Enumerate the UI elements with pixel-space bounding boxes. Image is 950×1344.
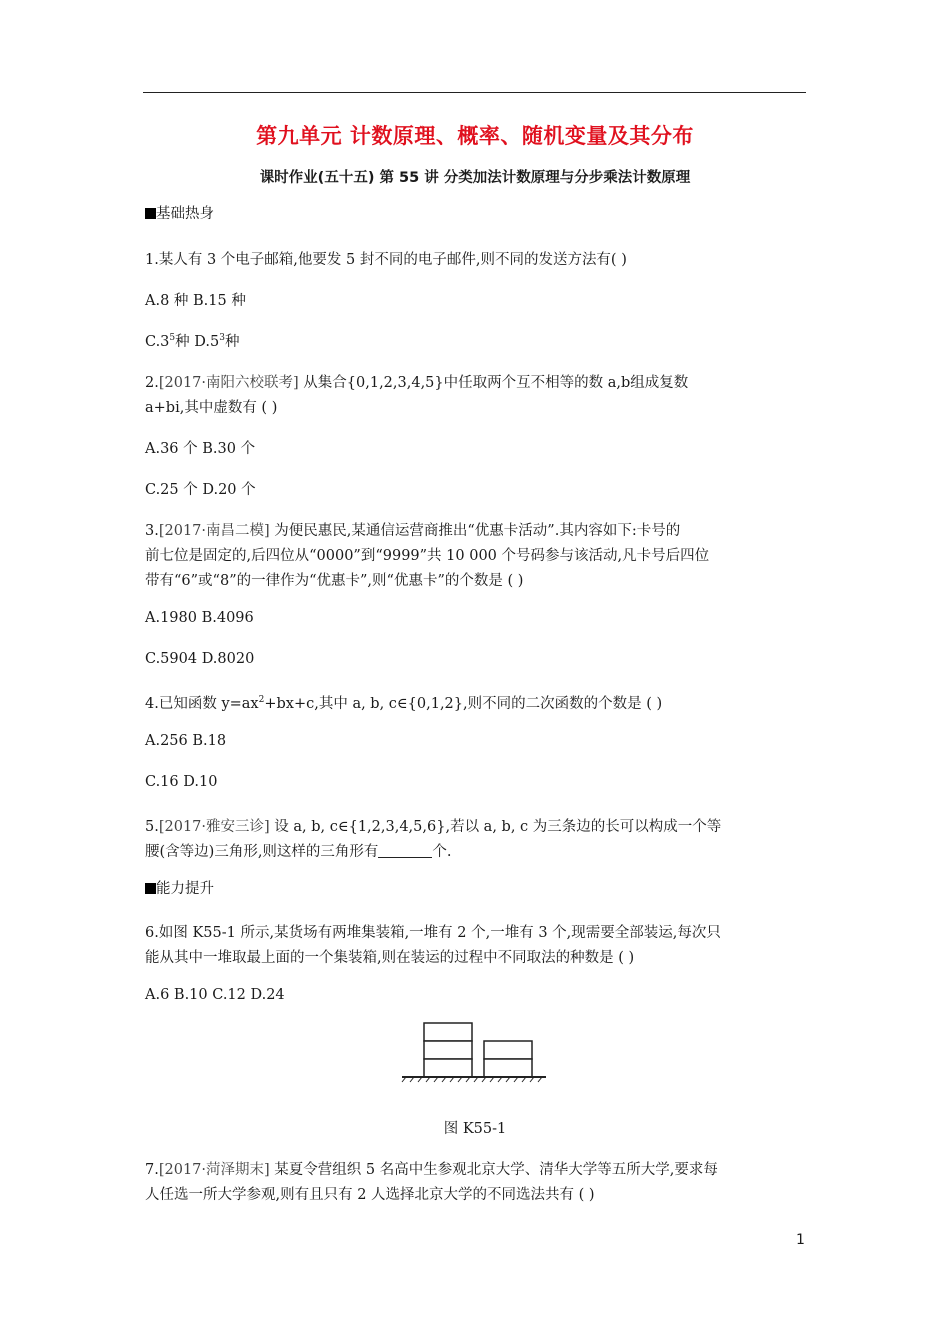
container-box (424, 1059, 472, 1077)
q5-stem-line2 (145, 840, 452, 861)
q3-source: [2017·南昌二模] (158, 523, 270, 539)
q6-options: A.6 B.10 C.12 D.24 (145, 987, 285, 1003)
square-bullet-icon (145, 883, 156, 894)
q5-stem-line1 (145, 815, 721, 836)
container-stacks-figure (400, 1018, 550, 1084)
container-box (424, 1023, 472, 1041)
section-advanced (145, 877, 214, 898)
q3-stem1: 为便民惠民,某通信运营商推出“优惠卡活动”.其内容如下:卡号的 (269, 523, 681, 539)
q2-options-cd: C.25 个 D.20 个 (145, 482, 256, 498)
container-box (484, 1041, 532, 1059)
q7-number: 7. (145, 1162, 159, 1178)
q4-stem (145, 692, 662, 713)
container-box (484, 1059, 532, 1077)
q4-options-ab: A.256 B.18 (145, 733, 227, 749)
q2-source: [2017·南阳六校联考] (158, 375, 299, 391)
q3-number: 3. (145, 523, 159, 539)
container-box (424, 1041, 472, 1059)
q1-opt-d-exp: 3 (219, 333, 225, 343)
q7-stem-line2: 人任选一所大学参观,则有且只有 2 人选择北京大学的不同选法共有 ( ) (145, 1187, 595, 1203)
q6-stem-line1: 6.如图 K55-1 所示,某货场有两堆集装箱,一堆有 2 个,一堆有 3 个,现需要全部装运,每次只 (145, 925, 721, 941)
q5-stem1: 设 a, b, c∈{1,2,3,4,5,6},若以 a, b, c 为三条边的长可以构成一个等 (269, 819, 722, 835)
q7-source: [2017·菏泽期末] (158, 1162, 270, 1178)
q3-options-cd: C.5904 D.8020 (145, 651, 255, 667)
q3-stem-line1 (145, 519, 680, 540)
q1-options-ab: A.8 种 B.15 种 (145, 293, 246, 309)
square-bullet-icon (145, 208, 156, 219)
q5-number: 5. (145, 819, 159, 835)
q2-stem-line2: a+bi,其中虚数有 ( ) (145, 400, 278, 416)
q1-stem: 1.某人有 3 个电子邮箱,他要发 5 封不同的电子邮件,则不同的发送方法有( ) (145, 252, 627, 268)
q1-opt-c-pre: C.3 (145, 334, 170, 350)
q2-number: 2. (145, 375, 159, 391)
q2-options-ab: A.36 个 B.30 个 (145, 441, 256, 457)
q3-stem-line2: 前七位是固定的,后四位从“0000”到“9999”共 10 000 个号码参与该活动,凡卡号后四位 (145, 548, 710, 564)
q5-stem2-post: 个. (432, 844, 452, 860)
section-advanced-label: 能力提升 (156, 881, 214, 897)
q7-stem1: 某夏令营组织 5 名高中生参观北京大学、清华大学等五所大学,要求每 (269, 1162, 718, 1178)
q1-options-cd (145, 330, 239, 351)
q4-stem-post: +bx+c,其中 a, b, c∈{0,1,2},则不同的二次函数的个数是 ( ) (264, 696, 663, 712)
q4-stem-exp: 2 (258, 695, 265, 705)
q2-stem1: 从集合{0,1,2,3,4,5}中任取两个互不相等的数 a,b组成复数 (298, 375, 689, 391)
lesson-subtitle: 课时作业(五十五) 第 55 讲 分类加法计数原理与分步乘法计数原理 (259, 170, 691, 186)
q1-opt-c-post: 种 D.5 (175, 334, 220, 350)
unit-title: 第九单元 计数原理、概率、随机变量及其分布 (256, 124, 694, 148)
q1-opt-d-post: 种 (224, 334, 240, 350)
figure-caption: 图 K55-1 (443, 1121, 507, 1137)
page-number: 1 (796, 1232, 805, 1248)
section-basic (145, 202, 214, 223)
q6-stem-line2: 能从其中一堆取最上面的一个集装箱,则在装运的过程中不同取法的种数是 ( ) (145, 950, 635, 966)
q5-stem2-pre: 腰(含等边)三角形,则这样的三角形有 (145, 844, 379, 860)
q7-stem-line1 (145, 1158, 718, 1179)
q1-opt-c-exp: 5 (169, 333, 176, 343)
q2-stem-line1 (145, 371, 688, 392)
q3-options-ab: A.1980 B.4096 (145, 610, 254, 626)
q4-options-cd: C.16 D.10 (145, 774, 218, 790)
q5-source: [2017·雅安三诊] (158, 819, 270, 835)
q4-stem-pre: 4.已知函数 y=ax (145, 696, 259, 712)
header-rule (143, 92, 806, 93)
q5-answer-blank[interactable] (378, 845, 432, 858)
q3-stem-line3: 带有“6”或“8”的一律作为“优惠卡”,则“优惠卡”的个数是 ( ) (145, 573, 524, 589)
section-basic-label: 基础热身 (156, 206, 214, 222)
